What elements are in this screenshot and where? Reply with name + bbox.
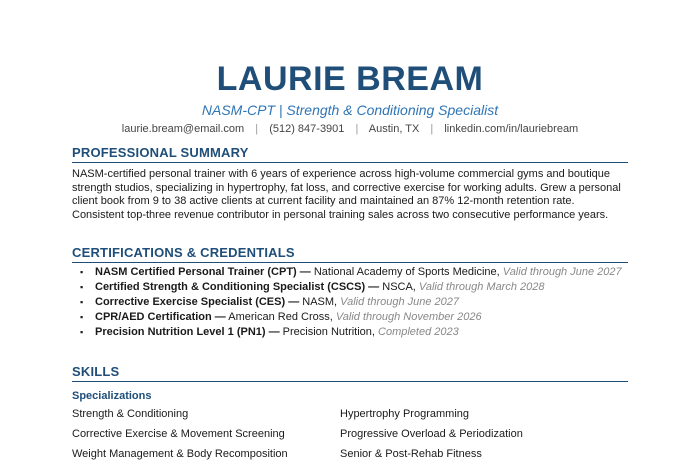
bullet-icon: ▪ — [80, 282, 84, 292]
candidate-subtitle: NASM-CPT | Strength & Conditioning Specialist — [201, 102, 499, 118]
bullet-icon: ▪ — [80, 327, 84, 337]
cert-name: Certified Strength & Conditioning Specialist (CSCS) — — [95, 281, 380, 293]
section-title-summary: PROFESSIONAL SUMMARY — [72, 145, 628, 163]
cert-validity: Valid through March 2028 — [415, 281, 545, 293]
skills-column-left — [72, 407, 332, 467]
cert-validity: Completed 2023 — [374, 326, 459, 338]
list-item — [72, 326, 628, 340]
bullet-icon: ▪ — [80, 297, 84, 307]
bullet-icon: ▪ — [80, 267, 84, 277]
contact-linkedin[interactable]: linkedin.com/in/lauriebream — [444, 123, 579, 135]
skill-item: Hypertrophy Programming — [340, 408, 469, 420]
cert-validity: Valid through November 2026 — [332, 311, 482, 323]
list-item — [72, 281, 628, 295]
candidate-name: LAURIE BREAM — [216, 60, 484, 98]
list-item — [72, 311, 628, 325]
section-title-certifications: CERTIFICATIONS & CREDENTIALS — [72, 245, 628, 263]
cert-issuer: American Red Cross, — [225, 311, 333, 323]
skill-item: Strength & Conditioning — [72, 408, 189, 420]
skill-item: Progressive Overload & Periodization — [340, 428, 523, 440]
cert-name: Precision Nutrition Level 1 (PN1) — — [95, 326, 280, 338]
cert-issuer: Precision Nutrition, — [279, 326, 375, 338]
bullet-icon: ▪ — [80, 312, 84, 322]
contact-separator: | — [255, 123, 259, 135]
cert-name: NASM Certified Personal Trainer (CPT) — — [95, 266, 311, 278]
contact-location: Austin, TX — [368, 123, 420, 135]
summary-text: NASM-certified personal trainer with 6 years of experience across high-volume commercial gyms and boutique strength studios, specializing in hypertrophy, fat loss, and corrective exercise for working adults. Grew a personal client book from 9 to 38 active clients at current facility and maintained an 87% 12-month retention rate. Consistent top-three revenue contributor in personal training sales across two consecutive performance years. — [72, 168, 621, 221]
skill-item: Weight Management & Body Recomposition — [72, 448, 288, 460]
list-item — [72, 296, 628, 310]
cert-name: CPR/AED Certification — — [95, 311, 226, 323]
certifications-list — [72, 266, 628, 341]
contact-phone: (512) 847-3901 — [269, 123, 345, 135]
skill-item: Senior & Post-Rehab Fitness — [340, 448, 482, 460]
cert-validity: Valid through June 2027 — [499, 266, 622, 278]
skill-item: Corrective Exercise & Movement Screening — [72, 428, 285, 440]
cert-issuer: National Academy of Sports Medicine, — [310, 266, 500, 278]
contact-separator: | — [355, 123, 359, 135]
contact-line — [0, 122, 700, 136]
list-item — [72, 266, 628, 280]
skills-column-right — [340, 407, 620, 467]
cert-validity: Valid through June 2027 — [337, 296, 460, 308]
skills-subheading: Specializations — [72, 390, 152, 402]
contact-separator: | — [430, 123, 434, 135]
cert-name: Corrective Exercise Specialist (CES) — — [95, 296, 300, 308]
contact-email[interactable]: laurie.bream@email.com — [121, 123, 245, 135]
cert-issuer: NSCA, — [379, 281, 416, 293]
section-title-skills: SKILLS — [72, 364, 628, 382]
cert-issuer: NASM, — [299, 296, 338, 308]
